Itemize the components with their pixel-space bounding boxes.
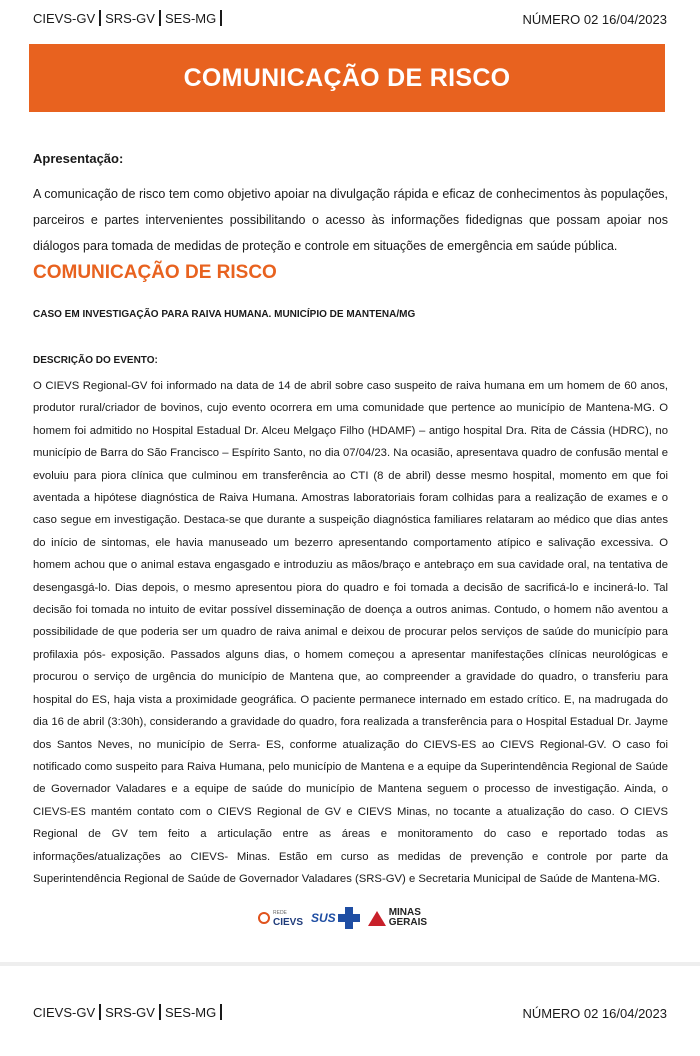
partner-logos [258,898,458,938]
page-footer [33,1003,667,1023]
case-title: CASO EM INVESTIGAÇÃO PARA RAIVA HUMANA. MUNICÍPIO DE MANTENA/MG [33,309,416,320]
cievs-logo-small: REDE [273,910,287,916]
sus-cross-icon [338,907,360,929]
footer-separator [220,1004,222,1020]
header-number-date: NÚMERO 02 16/04/2023 [522,11,667,27]
header-separator [159,10,161,26]
footer-agency-ses: SES-MG [164,1004,217,1020]
apresentacao-text: A comunicação de risco tem como objetivo apoiar na divulgação rápida e eficaz de conhecimentos às populações, parceiros e partes intervenientes possibilitando o acesso às informações fidedignas que possam apoiar nos diálogos para tomada de medidas de proteção e controle em situações de emergência em saúde pública. [33,187,668,253]
footer-separator [159,1004,161,1020]
cievs-logo-text: CIEVS [273,917,304,928]
apresentacao-label: Apresentação: [33,151,124,166]
minas-logo-text: MINAS [388,907,421,918]
header-separator [220,10,222,26]
minas-gerais-triangle-icon [368,911,386,926]
header-agency-ses: SES-MG [164,10,217,26]
event-description-label: DESCRIÇÃO DO EVENTO: [33,355,158,366]
cievs-mark-icon [258,912,270,924]
minas-gerais-logo [368,908,427,928]
header-separator [99,10,101,26]
page-divider [0,962,700,966]
sus-logo [311,907,360,929]
gerais-logo-text: GERAIS [388,917,428,928]
footer-separator [99,1004,101,1020]
sus-logo-text: SUS [311,911,336,925]
banner-title: COMUNICAÇÃO DE RISCO [183,63,511,92]
event-description-text: O CIEVS Regional-GV foi informado na data de 14 de abril sobre caso suspeito de raiva humana em um homem de 60 anos, produtor rural/criador de bovinos, cujo evento ocorrera em uma comunidade que pertence ao município de Mantena-MG. O homem foi admitido no Hospital Estadual Dr. Alceu Melgaço Filho (HDAMF) – antigo hospital Dra. Rita de Cássia (HDRC), no município de Barra do São Francisco – Espírito Santo, no dia 07/04/23. Na ocasião, apresentava quadro de confusão mental e evoluiu para piora clínica que culminou em transferência ao CTI (8 de abril) desse mesmo hospital, momento em que foi aventada a hipótese diagnóstica de Raiva Humana. Amostras laboratoriais foram colhidas para a realização de exames e o caso segue em investigação. Destaca-se que durante a suspeição diagnóstica familiares relataram ao médico que dias antes do início de sintomas, ele havia manuseado um bezerro apresentando comportamento atípico e salivação excessiva. O homem achou que o animal estava engasgado e introduziu as mãos/braço e antebraço em sua cavidade oral, na tentativa de desengasgá-lo. Dias depois, o mesmo apresentou piora do quadro e foi tomada a decisão de sacrificá-lo e incinerá-lo. Tal decisão foi tomada no intuito de evitar possível disseminação de doença a outros animas. Contudo, o homem não aventou a possibilidade de que poderia ser um quadro de raiva animal e deixou de procurar pelos serviços de saúde do município para profilaxia pós- exposição. Passados alguns dias, o homem começou a apresentar manifestações clínicas neurológicas e procurou o serviço de urgência do município de Mantena que, ao compreender a gravidade do quadro, o transferiu para hospital do ES, haja vista a proximidade geográfica. O paciente permanece internado em estado crítico. E, na madrugada do dia 16 de abril (3:30h), considerando a gravidade do quadro, fora realizada a transferência para o Hospital Estadual Dr. Jayme dos Santos Neves, no município de Serra- ES, conforme atualização do CIEVS-ES ao CIEVS Regional-GV. O caso foi notificado como suspeito para Raiva Humana, pelo município de Mantena e a equipe da Superintendência Regional de Saúde de Governador Valadares e a equipe de saúde do município de Mantena seguem o processo de investigação. Ainda, o CIEVS-ES mantém contato com o CIEVS Regional de GV e CIEVS Minas, no tocante a atualização do caso. O CIEVS Regional de GV tem feito a articulação entre as áreas e monitoramento do caso e reportado todas as informações/atualizações ao CIEVS- Minas. Estão em curso as medidas de prevenção e controle por parte da Superintendência Regional de Saúde de Governador Valadares (SRS-GV) e Secretaria Municipal de Saúde de Mantena-MG. [33,380,668,885]
cievs-logo [258,909,303,927]
title-banner [29,44,665,112]
page-header [33,9,667,29]
footer-agencies [33,1005,226,1022]
header-agencies [33,11,226,28]
footer-agency-srs: SRS-GV [105,1004,155,1020]
header-agency-cievs: CIEVS-GV [33,10,96,26]
section-heading: COMUNICAÇÃO DE RISCO [33,262,277,283]
footer-agency-cievs: CIEVS-GV [33,1004,96,1020]
footer-number-date: NÚMERO 02 16/04/2023 [522,1005,667,1021]
header-agency-srs: SRS-GV [105,10,155,26]
